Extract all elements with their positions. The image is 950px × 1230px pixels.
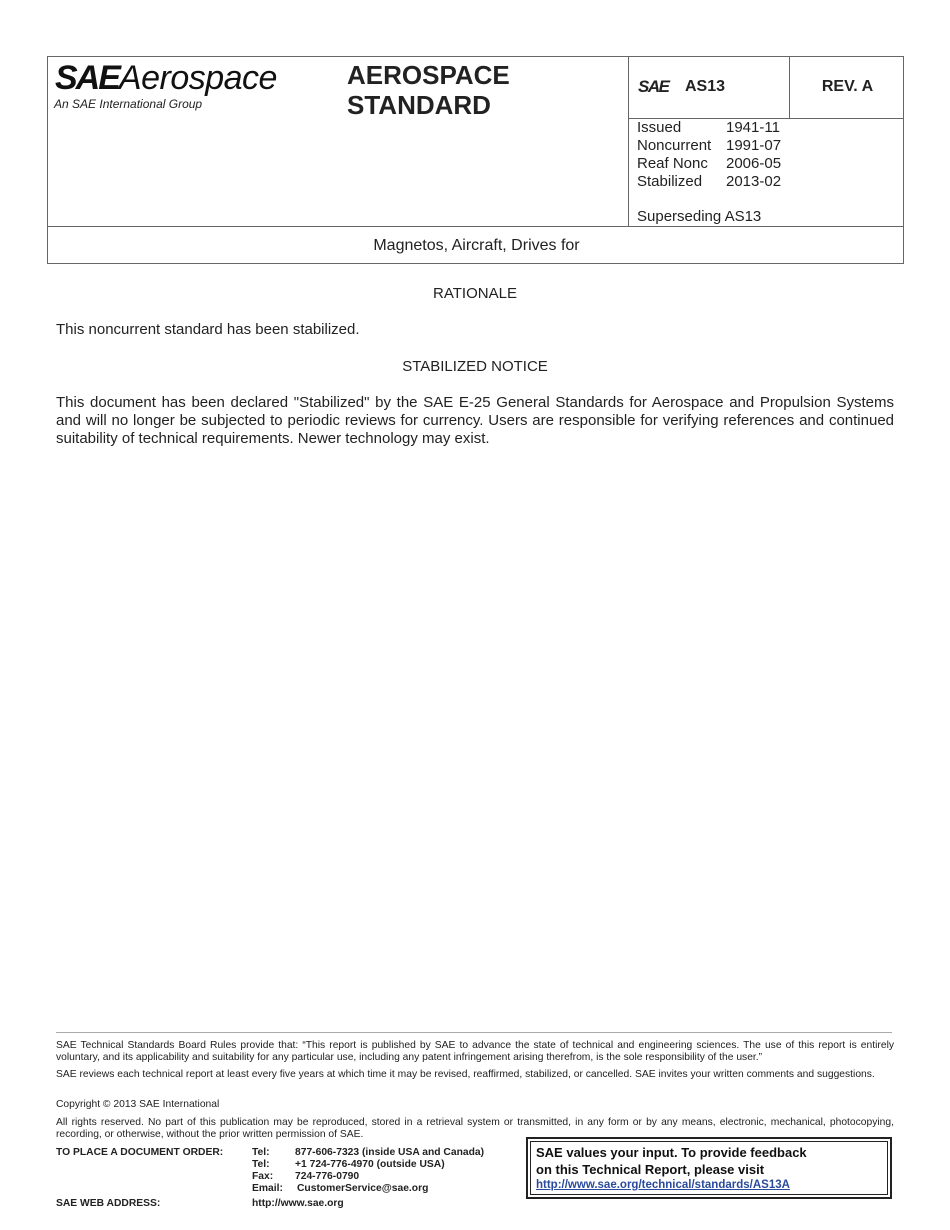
- copyright-text: Copyright © 2013 SAE International: [56, 1099, 220, 1110]
- title-line-1: AEROSPACE: [347, 60, 510, 90]
- contact-value: +1 724-776-4970 (outside USA): [295, 1159, 445, 1170]
- date-row: [637, 137, 781, 155]
- document-type-title: [347, 60, 510, 120]
- date-label: Reaf Nonc: [637, 155, 708, 172]
- document-subject: Magnetos, Aircraft, Drives for: [373, 237, 580, 254]
- contact-value: 724-776-0790: [295, 1171, 360, 1182]
- contact-value[interactable]: CustomerService@sae.org: [297, 1183, 429, 1194]
- revision-label: REV. A: [821, 78, 874, 95]
- date-label: Stabilized: [637, 173, 703, 190]
- sae-small-logo: SAE: [638, 77, 669, 96]
- superseding-note: Superseding AS13: [637, 208, 762, 225]
- contact-row: [252, 1171, 484, 1183]
- title-line-2: STANDARD: [347, 90, 491, 120]
- date-row: [637, 119, 781, 137]
- web-address-link[interactable]: http://www.sae.org: [252, 1198, 344, 1209]
- contact-row: [252, 1147, 484, 1159]
- logo-name: Aerospace: [118, 59, 277, 97]
- date-label: Issued: [637, 119, 682, 136]
- date-value: 1941-11: [726, 119, 780, 136]
- contact-label: Tel:: [252, 1159, 270, 1170]
- header-divider-vertical: [628, 57, 629, 227]
- contact-label: Tel:: [252, 1147, 270, 1158]
- stabilized-notice-heading: STABILIZED NOTICE: [402, 358, 548, 375]
- contact-list: [252, 1147, 484, 1195]
- contact-label: Email:: [252, 1183, 283, 1194]
- sae-aerospace-logo: [55, 59, 277, 98]
- board-rules-text: SAE Technical Standards Board Rules provide that: “This report is published by SAE to advance the state of technical and engineering sciences. The use of this report is entirely voluntary, and its applicability and suitability for any particular use, including any patent infringement arising therefrom, is the sole responsibility of the user.”: [56, 1040, 894, 1063]
- contact-row: [252, 1159, 484, 1171]
- rights-text: All rights reserved. No part of this publication may be reproduced, stored in a retrieval system or transmitted, in any form or by any means, electronic, mechanical, photocopying, recording, or otherwise, without the prior written permission of SAE.: [56, 1117, 894, 1140]
- feedback-box-inner: [530, 1141, 888, 1195]
- web-address-label: SAE WEB ADDRESS:: [56, 1198, 161, 1209]
- rationale-text: This noncurrent standard has been stabilized.: [56, 321, 360, 338]
- footer-divider: [56, 1032, 892, 1033]
- feedback-line-1: SAE values your input. To provide feedback: [536, 1145, 807, 1160]
- order-label: TO PLACE A DOCUMENT ORDER:: [56, 1147, 224, 1158]
- feedback-link[interactable]: http://www.sae.org/technical/standards/AS13A: [536, 1179, 790, 1191]
- date-value: 2013-02: [726, 173, 782, 190]
- logo-tagline: An SAE International Group: [54, 97, 203, 111]
- date-value: 1991-07: [726, 137, 782, 154]
- date-row: [637, 155, 781, 173]
- contact-row: [252, 1183, 484, 1195]
- rationale-heading: RATIONALE: [433, 285, 517, 302]
- date-row: [637, 173, 781, 191]
- date-value: 2006-05: [726, 155, 782, 172]
- review-text: SAE reviews each technical report at least every five years at which time it may be revised, reaffirmed, stabilized, or cancelled. SAE invites your written comments and suggestions.: [56, 1069, 875, 1080]
- date-table: [637, 119, 781, 191]
- document-number: AS13: [685, 78, 726, 95]
- feedback-box: [526, 1137, 892, 1199]
- stabilized-notice-text: This document has been declared "Stabilized" by the SAE E-25 General Standards for Aerospace and Propulsion Systems and will no longer be subjected to periodic reviews for currency. Users are responsible for verifying references and continued suitability of technical requirements. Newer technology may exist.: [56, 394, 894, 447]
- contact-value: 877-606-7323 (inside USA and Canada): [295, 1147, 485, 1158]
- contact-label: Fax:: [252, 1171, 274, 1182]
- feedback-line-2: on this Technical Report, please visit: [536, 1162, 765, 1177]
- header-box: [47, 56, 904, 264]
- header-divider-subject: [48, 226, 904, 227]
- date-label: Noncurrent: [637, 137, 712, 154]
- logo-brand: SAE: [55, 59, 119, 97]
